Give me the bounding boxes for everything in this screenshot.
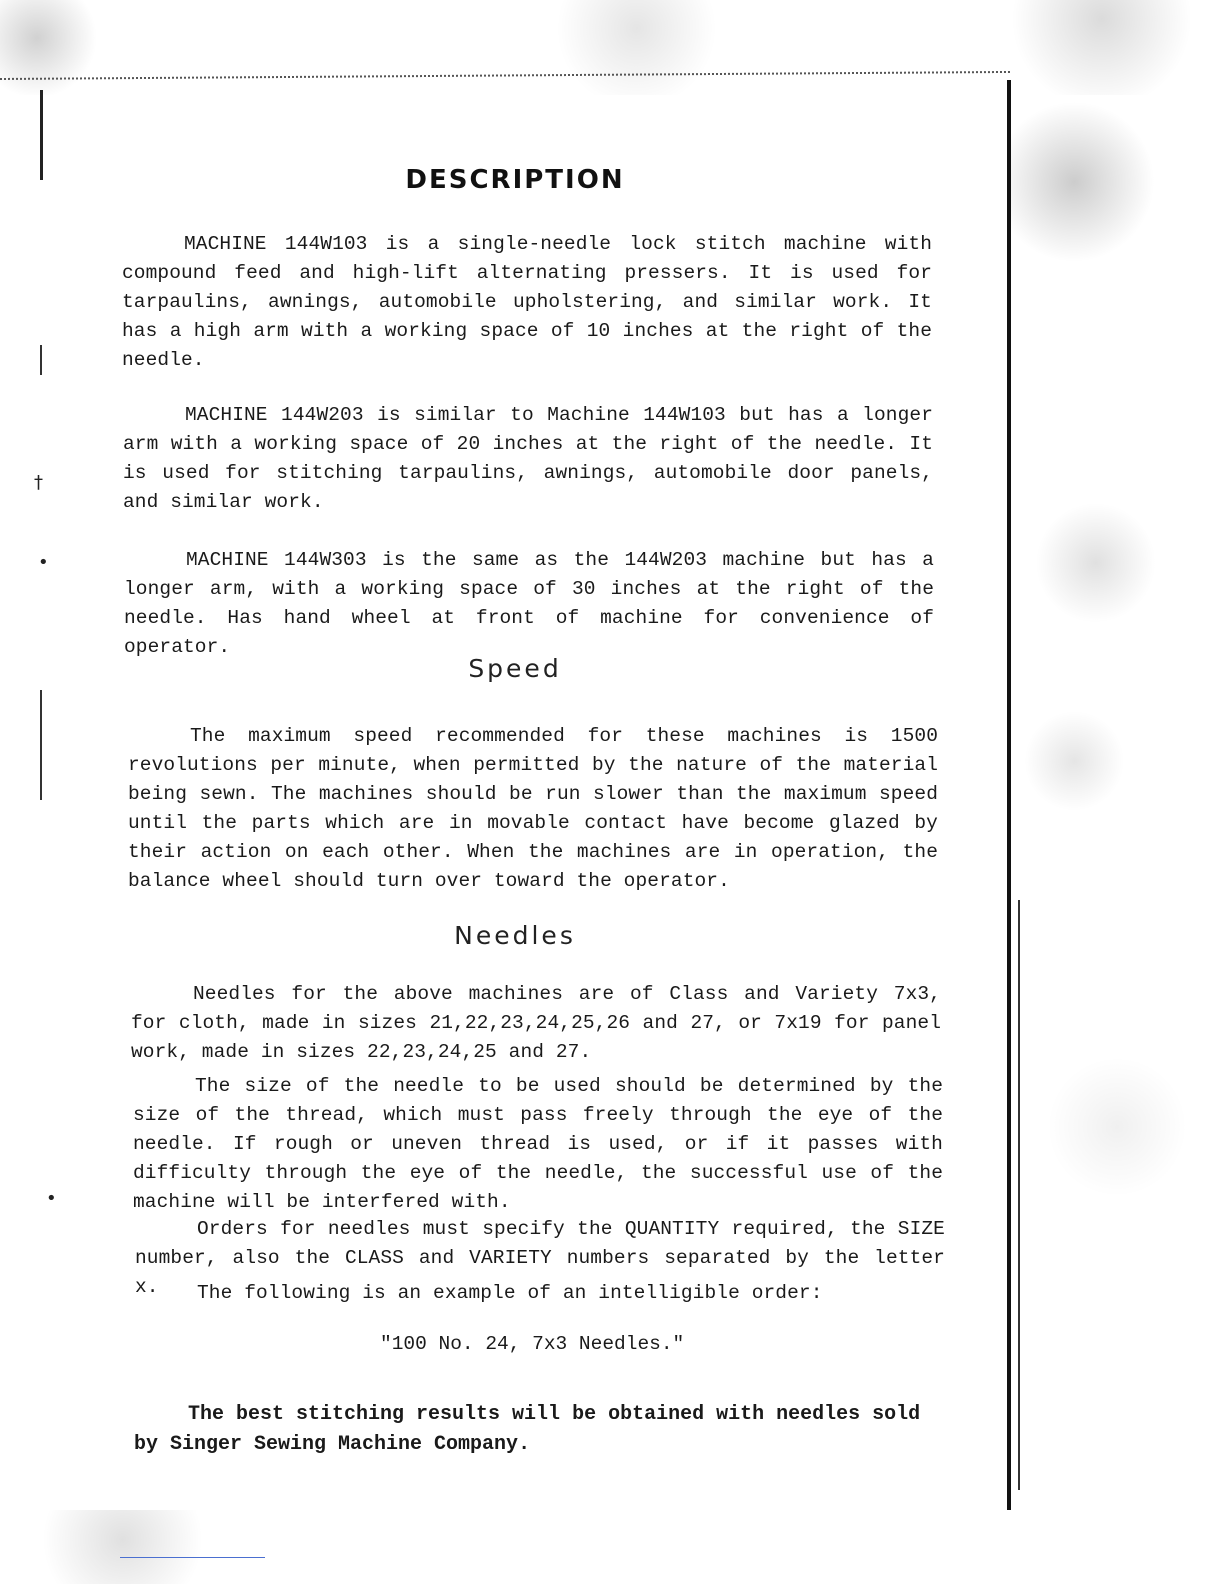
margin-mark xyxy=(40,690,42,800)
speed-paragraph: The maximum speed recommended for these machines is 1500 revolutions per minute, when permitted by the nature of the material being sewn. The machines should be run slower than the maximum speed until the parts which are in movable contact have become glazed by their action on each other. When the machines are in operation, the balance wheel should turn over toward the operator. xyxy=(128,725,938,892)
needles-paragraph: Needles for the above machines are of Class and Variety 7x3, for cloth, made in sizes 21,22,23,24,25,26 and 27, or 7x19 for panel work, made in sizes 22,23,24,25 and 27. xyxy=(131,983,941,1063)
page-edge-right-inner xyxy=(1018,900,1020,1490)
scan-noise-bottom xyxy=(0,1510,1224,1584)
section-heading-speed: Speed xyxy=(468,654,562,683)
scan-noise-right xyxy=(1010,60,1224,1584)
description-paragraph: MACHINE 144W203 is similar to Machine 144W103 but has a longer arm with a working space of 20 inches at the right of the needle. It is used for stitching tarpaulins, awnings, automobile door panels, and similar work. xyxy=(123,404,933,513)
page-edge-right xyxy=(1007,80,1011,1510)
page-title: DESCRIPTION xyxy=(405,165,625,195)
order-example: "100 No. 24, 7x3 Needles." xyxy=(380,1333,685,1355)
closing-note: The best stitching results will be obtained with needles sold by Singer Sewing Machine Company. xyxy=(134,1403,921,1456)
needles-paragraph: Orders for needles must specify the QUANTITY required, the SIZE number, also the CLASS and VARIETY numbers separated by the letter x. xyxy=(135,1218,945,1298)
margin-speck: † xyxy=(34,472,43,493)
section-heading-needles: Needles xyxy=(454,921,576,950)
bottom-rule xyxy=(120,1557,265,1558)
description-paragraph: MACHINE 144W103 is a single-needle lock stitch machine with compound feed and high-lift alternating pressers. It is used for tarpaulins, awnings, automobile upholstering, and similar work. It has a high arm with a working space of 10 inches at the right of the needle. xyxy=(122,233,932,371)
needles-paragraph: The size of the needle to be used should be determined by the size of the thread, which must pass freely through the eye of the needle. If rough or uneven thread is used, or if it passes with difficulty through the eye of the needle, the successful use of the machine will be interfered with. xyxy=(133,1075,943,1213)
margin-speck: • xyxy=(46,1188,57,1209)
margin-speck: • xyxy=(38,552,49,573)
needles-paragraph: The following is an example of an intelligible order: xyxy=(197,1282,823,1304)
description-paragraph: MACHINE 144W303 is the same as the 144W203 machine but has a longer arm, with a working space of 30 inches at the right of the needle. Has hand wheel at front of machine for convenience of operator. xyxy=(124,549,934,658)
margin-mark xyxy=(40,345,42,375)
